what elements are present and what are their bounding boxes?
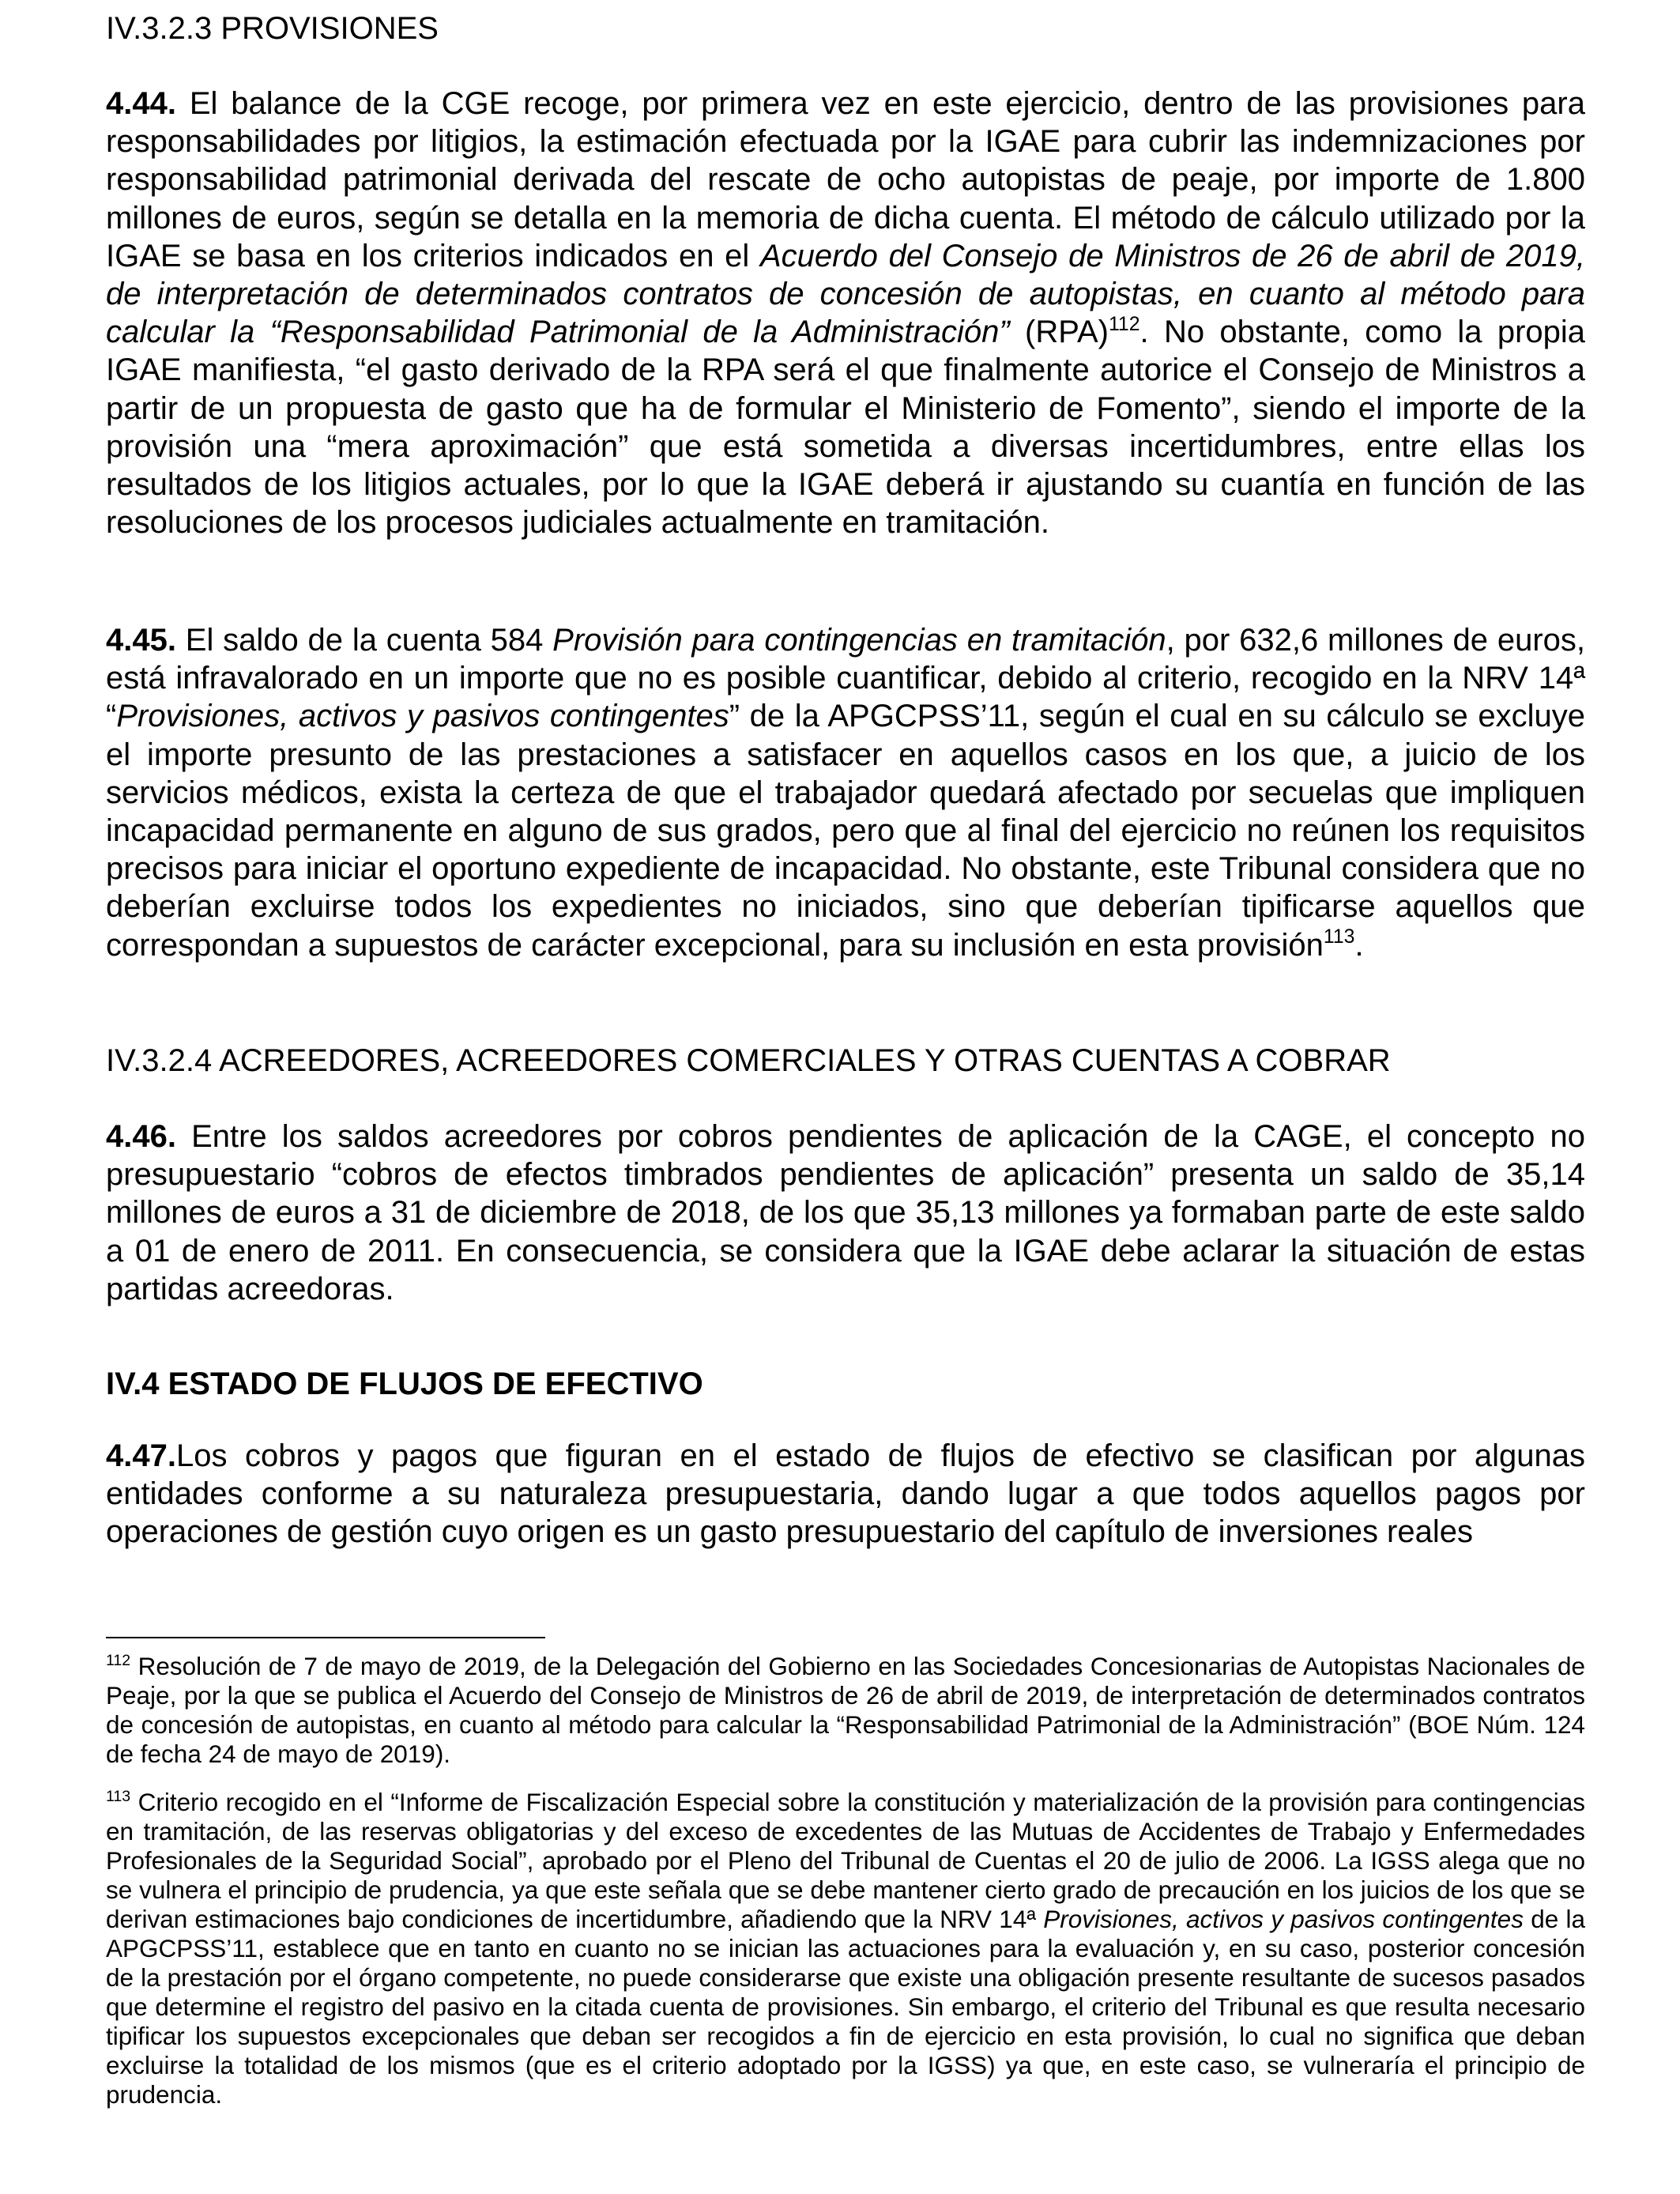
paragraph-text: Los cobros y pagos que figuran en el estado de flujos de efectivo se clasifican por algunas entidades conforme a su naturaleza presupuestaria, dando lugar a que todos aquellos pagos por operaciones de gestión cuyo origen es un gasto presupuestario del capítulo de inversiones reales <box>106 1438 1585 1550</box>
paragraph-italic: Provisiones, activos y pasivos contingentes <box>116 699 729 734</box>
paragraph-number: 4.44. <box>106 86 176 121</box>
section-heading-acreedores: IV.3.2.4 ACREEDORES, ACREEDORES COMERCIALES Y OTRAS CUENTAS A COBRAR <box>106 1043 1391 1078</box>
paragraph-text: (RPA) <box>1009 315 1109 350</box>
paragraph-4-45 <box>106 621 1585 964</box>
paragraph-text: ” de la APGCPSS’11, según el cual en su cálculo se excluye el importe presunto de las prestaciones a satisfacer en aquellos casos en los que, a juicio de los servicios médicos, exista la certeza de que el trabajador quedará afectado por secuelas que impliquen incapacidad permanente en alguno de sus grados, pero que al final del ejercicio no reúnen los requisitos precisos para iniciar el oportuno expediente de incapacidad. No obstante, este Tribunal considera que no deberían excluirse todos los expedientes no iniciados, sino que deberían tipificarse aquellos que correspondan a supuestos de carácter excepcional, para su inclusión en esta provisión <box>106 699 1585 963</box>
paragraph-4-47 <box>106 1437 1585 1551</box>
footnote-separator <box>106 1637 545 1638</box>
paragraph-text: , por 632,6 millones de euros, está infravalorado en un importe que no es posible cuantificar, debido al criterio, recogido en la NRV 14ª “ <box>106 623 1586 734</box>
paragraph-text: El saldo de la cuenta 584 <box>175 623 553 658</box>
paragraph-italic: Provisión para contingencias en tramitación <box>552 623 1166 658</box>
paragraph-text: Entre los saldos acreedores por cobros pendientes de aplicación de la CAGE, el concepto no presupuestario “cobros de efectos timbrados pendientes de aplicación” presenta un saldo de 35,14 millones de euros a 31 de diciembre de 2018, de los que 35,13 millones ya formaban parte de este saldo a 01 de enero de 2011. En consecuencia, se considera que la IGAE debe aclarar la situación de estas partidas acreedoras. <box>106 1119 1585 1306</box>
footnote-text: de la APGCPSS’11, establece que en tanto en cuanto no se inician las actuaciones para la evaluación y, en su caso, posterior concesión de la prestación por el órgano competente, no puede considerarse que existe una obligación presente resultante de sucesos pasados que determine el registro del pasivo en la citada cuenta de provisiones. Sin embargo, el criterio del Tribunal es que resulta necesario tipificar los supuestos excepcionales que deban ser recogidos a fin de ejercicio en esta provisión, lo cual no significa que deban excluirse la totalidad de los mismos (que es el criterio adoptado por la IGSS) ya que, en este caso, se vulneraría el principio de prudencia. <box>106 1905 1585 2109</box>
footnote-number: 113 <box>106 1787 131 1805</box>
section-heading-flujos: IV.4 ESTADO DE FLUJOS DE EFECTIVO <box>106 1367 703 1401</box>
paragraph-italic: Acuerdo del Consejo de Ministros de 26 de abril de 2019, de interpretación de determinados contratos de concesión de autopistas, en cuanto al método para calcular la “Responsabilidad Patrimonial de la Administración” <box>106 238 1585 350</box>
footnote-number: 112 <box>106 1651 131 1669</box>
footnote-ref-112[interactable]: 112 <box>1108 313 1140 335</box>
footnote-113 <box>106 1788 1585 2109</box>
paragraph-text: . No obstante, como la propia IGAE manifiesta, “el gasto derivado de la RPA será el que finalmente autorice el Consejo de Ministros a partir de un propuesta de gasto que ha de formular el Ministerio de Fomento”, siendo el importe de la provisión una “mera aproximación” que está sometida a diversas incertidumbres, entre ellas los resultados de los litigios actuales, por lo que la IGAE deberá ir ajustando su cuantía en función de las resoluciones de los procesos judiciales actualmente en tramitación. <box>106 315 1586 541</box>
footnote-ref-113[interactable]: 113 <box>1323 926 1355 948</box>
paragraph-number: 4.45. <box>106 623 176 658</box>
footnote-italic: Provisiones, activos y pasivos contingentes <box>1043 1905 1524 1933</box>
paragraph-number: 4.46. <box>106 1119 176 1154</box>
footnote-112 <box>106 1652 1585 1769</box>
paragraph-4-46 <box>106 1118 1585 1308</box>
section-heading-provisiones: IV.3.2.3 PROVISIONES <box>106 11 439 46</box>
paragraph-text: El balance de la CGE recoge, por primera vez en este ejercicio, dentro de las provisiones para responsabilidades por litigios, la estimación efectuada por la IGAE para cubrir las indemnizaciones por responsabilidad patrimonial derivada del rescate de ocho autopistas de peaje, por importe de 1.800 millones de euros, según se detalla en la memoria de dicha cuenta. El método de cálculo utilizado por la IGAE se basa en los criterios indicados en el <box>106 86 1585 273</box>
footnote-text: Resolución de 7 de mayo de 2019, de la Delegación del Gobierno en las Sociedades Concesionarias de Autopistas Nacionales de Peaje, por la que se publica el Acuerdo del Consejo de Ministros de 26 de abril de 2019, de interpretación de determinados contratos de concesión de autopistas, en cuanto al método para calcular la “Responsabilidad Patrimonial de la Administración” (BOE Núm. 124 de fecha 24 de mayo de 2019). <box>106 1652 1585 1768</box>
paragraph-number: 4.47. <box>106 1438 176 1473</box>
paragraph-text: . <box>1354 927 1364 963</box>
paragraph-4-44 <box>106 85 1585 541</box>
footnote-text: Criterio recogido en el “Informe de Fiscalización Especial sobre la constitución y materialización de la provisión para contingencias en tramitación, de las reservas obligatorias y del exceso de excedentes de las Mutuas de Accidentes de Trabajo y Enfermedades Profesionales de la Seguridad Social”, aprobado por el Pleno del Tribunal de Cuentas el 20 de julio de 2006. La IGSS alega que no se vulnera el principio de prudencia, ya que este señala que se debe mantener cierto grado de precaución en los juicios de los que se derivan estimaciones bajo condiciones de incertidumbre, añadiendo que la NRV 14ª <box>106 1788 1585 1933</box>
